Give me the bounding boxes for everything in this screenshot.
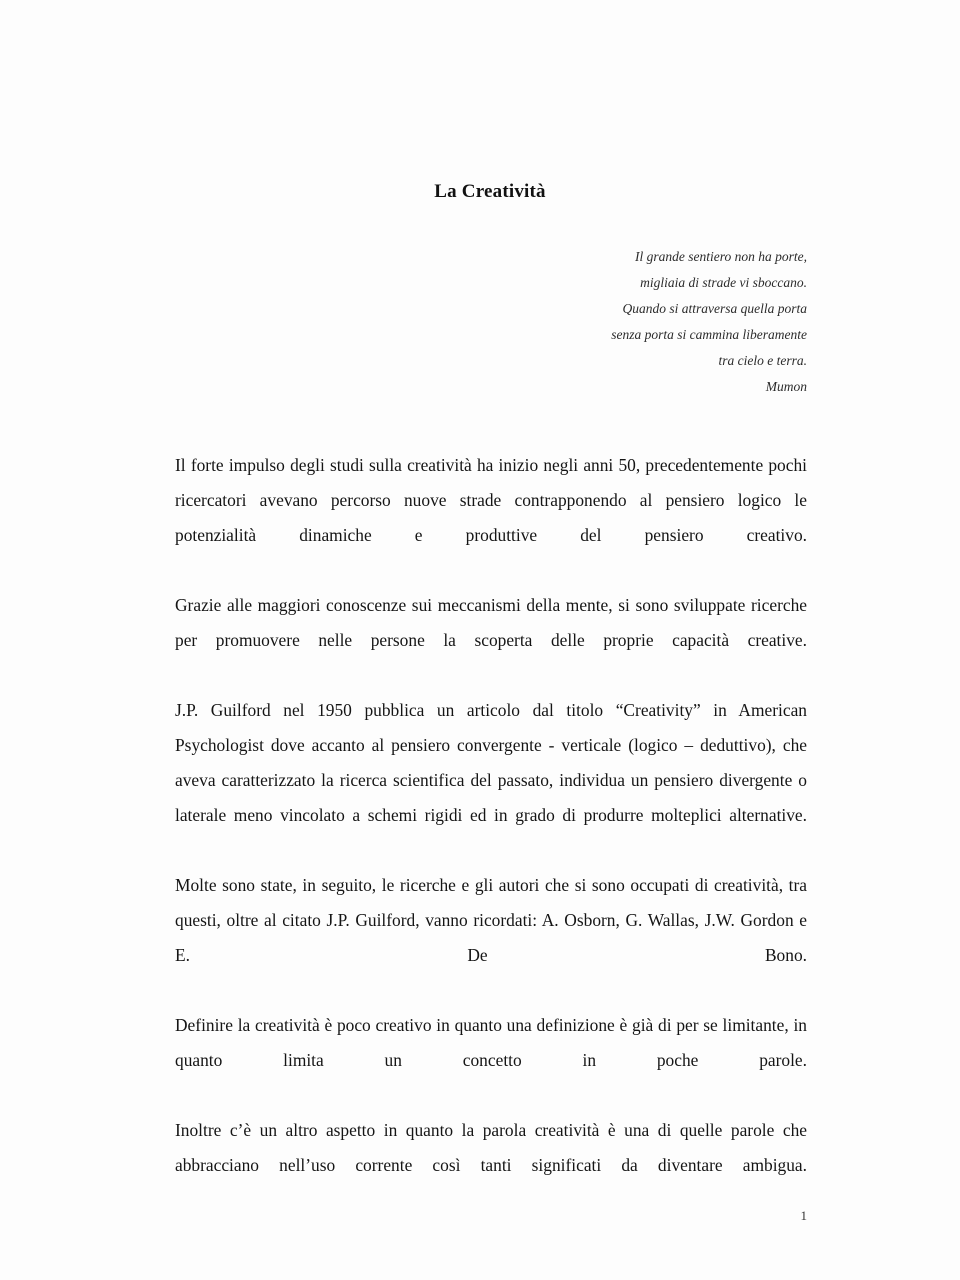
paragraph: Inoltre c’è un altro aspetto in quanto la parola creatività è una di quelle parole che abbracciano nell’uso corrente così tanti significati da diventare ambigua. <box>175 1120 807 1175</box>
paragraph: Il forte impulso degli studi sulla creatività ha inizio negli anni 50, precedentemente pochi ricercatori avevano percorso nuove strade contrapponendo al pensiero logico le potenzialità dinamiche e produttive del pensiero creativo. <box>175 455 807 545</box>
paragraph: Molte sono state, in seguito, le ricerche e gli autori che si sono occupati di creatività, tra questi, oltre al citato J.P. Guilford, vanno ricordati: A. Osborn, G. Wallas, J.W. Gordon e E. De Bono. <box>175 875 807 965</box>
epigraph-line: senza porta si cammina liberamente <box>611 327 807 342</box>
page-title: La Creatività <box>434 180 546 202</box>
epigraph-block <box>175 244 807 400</box>
page-number: 1 <box>800 1208 807 1223</box>
epigraph-line: Quando si attraversa quella porta <box>622 301 807 316</box>
paragraph: Grazie alle maggiori conoscenze sui meccanismi della mente, si sono sviluppate ricerche per promuovere nelle persone la scoperta delle proprie capacità creative. <box>175 595 807 650</box>
epigraph-line: migliaia di strade vi sboccano. <box>640 275 807 290</box>
epigraph-attribution: Mumon <box>765 379 807 394</box>
paragraph: J.P. Guilford nel 1950 pubblica un articolo dal titolo “Creativity” in American Psychologist dove accanto al pensiero convergente - verticale (logico – deduttivo), che aveva caratterizzato la ricerca scientifica del passato, individua un pensiero divergente o laterale meno vincolato a schemi rigidi ed in grado di produrre molteplici alternative. <box>175 700 807 825</box>
epigraph-line: Il grande sentiero non ha porte, <box>635 249 807 264</box>
paragraph: Definire la creatività è poco creativo in quanto una definizione è già di per se limitante, in quanto limita un concetto in poche parole. <box>175 1015 807 1070</box>
body-text <box>175 448 807 1218</box>
epigraph-line: tra cielo e terra. <box>718 353 807 368</box>
